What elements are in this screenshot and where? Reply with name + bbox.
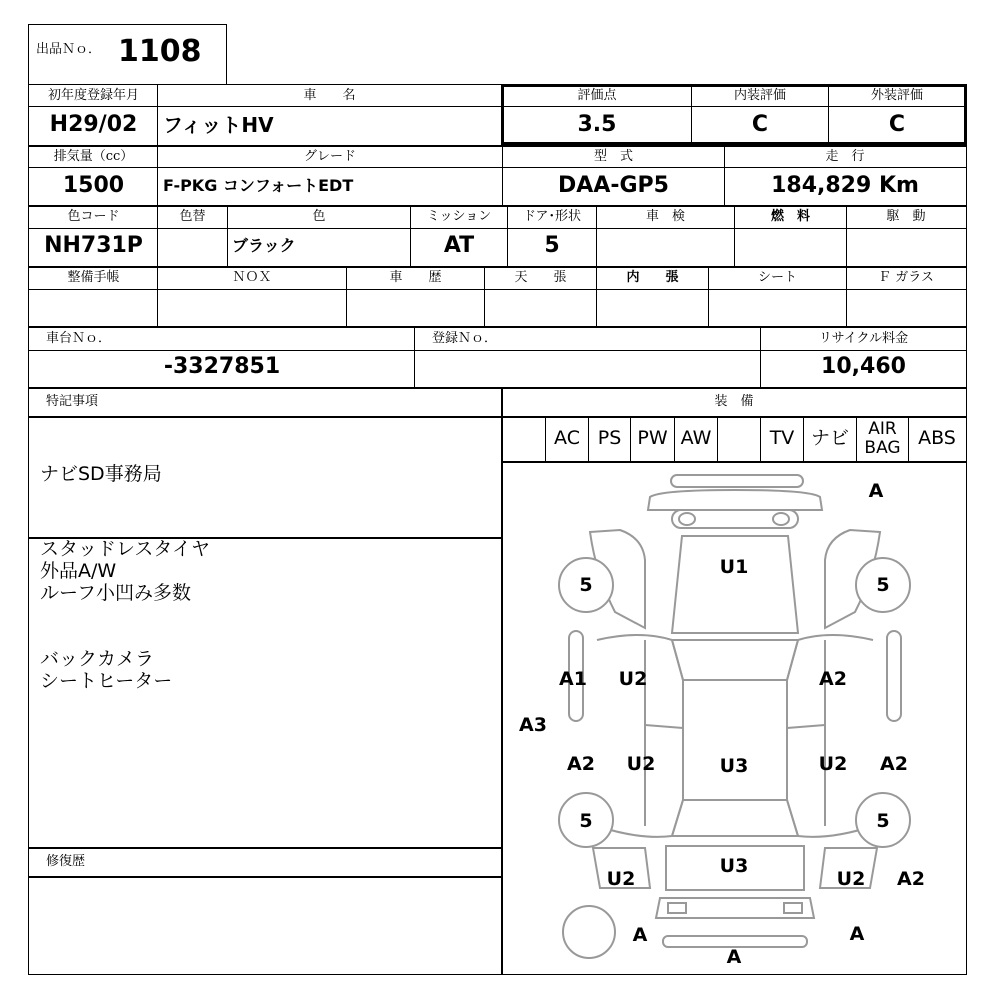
damage-trunk: U3 (719, 855, 749, 877)
displacement-label: 排気量（cc） (53, 149, 134, 164)
damage-door-front-right: A2 (819, 668, 847, 690)
door-value: 5 (544, 233, 560, 258)
lining-label: 内 張 (626, 270, 679, 285)
damage-quarter-right-outer: A2 (897, 868, 925, 890)
grade-label: グレード (303, 149, 356, 164)
sunroof-label: 天 張 (514, 270, 567, 285)
damage-door-rear-right: U2 (818, 753, 848, 775)
recycle-label: リサイクル料金 (818, 331, 909, 346)
damage-tire-rear-left: 5 (579, 810, 593, 832)
equipment-label: 装 備 (714, 394, 754, 409)
recycle-value: 10,460 (821, 354, 906, 379)
color-code-label: 色コード (67, 209, 120, 224)
damage-door-rear-left: U2 (626, 753, 656, 775)
damage-rear-left: A (632, 924, 648, 946)
damage-rear-bumper: A (726, 946, 742, 968)
damage-door-front-left: U2 (618, 668, 648, 690)
score-label: 評価点 (577, 88, 617, 103)
interior-value: C (751, 112, 769, 137)
repair-history-label: 修復歴 (46, 854, 86, 869)
chassis-value: -3327851 (163, 354, 281, 379)
chassis-label: 車台Ｎｏ． (46, 331, 112, 346)
glass-label: Ｆ ガラス (878, 270, 934, 285)
mission-value: AT (443, 233, 475, 258)
lot-label: 出品Ｎｏ． (36, 42, 102, 57)
model-value: DAA-GP5 (558, 173, 669, 198)
exterior-value: C (888, 112, 906, 137)
maintenance-label: 整備手帳 (67, 270, 120, 285)
damage-quarter-right: U2 (836, 868, 866, 890)
damage-tire-rear-right: 5 (876, 810, 890, 832)
damage-a-pillar-left: A1 (559, 668, 587, 690)
drive-label: 駆 動 (886, 209, 926, 224)
fuel-label: 燃 料 (770, 209, 810, 224)
seat-label: シート (757, 270, 797, 285)
notes-section-2: スタッドレスタイヤ 外品A/W ルーフ小凹み多数 バックカメラ シートヒーター (40, 538, 211, 692)
damage-tire-front-left: 5 (579, 574, 593, 596)
car-name-label: 車 名 (303, 88, 356, 103)
equipment-ac: AC (554, 427, 580, 449)
equipment-airbag: AIR BAG (864, 419, 901, 458)
damage-roof: U3 (719, 755, 749, 777)
damage-fender-rear-right: A2 (880, 753, 908, 775)
model-label: 型 式 (593, 149, 633, 164)
notes-section-1: ナビSD事務局 (40, 463, 162, 485)
grade-value: F-PKG コンフォートEDT (163, 176, 354, 195)
first-reg-label: 初年度登録年月 (47, 88, 139, 103)
damage-quarter-left: U2 (606, 868, 636, 890)
equipment-aw: AW (680, 427, 712, 449)
mileage-value: 184,829 Km (771, 173, 919, 198)
score-value: 3.5 (577, 112, 617, 137)
first-reg-value: H29/02 (49, 112, 138, 137)
mileage-label: 走 行 (825, 149, 865, 164)
equipment-pw: PW (637, 427, 668, 449)
repaint-label: 色替 (179, 209, 206, 224)
damage-sill-left: A3 (519, 714, 547, 736)
displacement-value: 1500 (62, 173, 125, 198)
color-value: ブラック (232, 236, 296, 255)
damage-fender-rear-left: A2 (567, 753, 595, 775)
car-name-value: フィットHV (163, 113, 274, 137)
damage-rear-right: A (849, 923, 865, 945)
lot-number: 1108 (118, 34, 202, 69)
interior-label: 内装評価 (733, 88, 786, 103)
mission-label: ミッション (426, 209, 492, 224)
equipment-abs: ABS (918, 427, 956, 449)
door-label: ドア･形状 (522, 209, 582, 224)
notes-label: 特記事項 (46, 394, 99, 409)
damage-front-bumper: A (868, 480, 884, 502)
nox-label: ＮＯＸ (232, 270, 272, 285)
exterior-label: 外装評価 (870, 88, 923, 103)
equipment-ps: PS (597, 427, 622, 449)
inspection-label: 車 検 (645, 209, 685, 224)
damage-tire-front-right: 5 (876, 574, 890, 596)
equipment-tv: TV (769, 427, 795, 449)
color-label: 色 (312, 209, 326, 224)
damage-hood: U1 (719, 556, 749, 578)
color-code-value: NH731P (44, 233, 143, 258)
equipment-navi: ナビ (810, 427, 849, 449)
history-label: 車 歴 (389, 270, 442, 285)
registration-label: 登録Ｎｏ． (432, 331, 498, 346)
